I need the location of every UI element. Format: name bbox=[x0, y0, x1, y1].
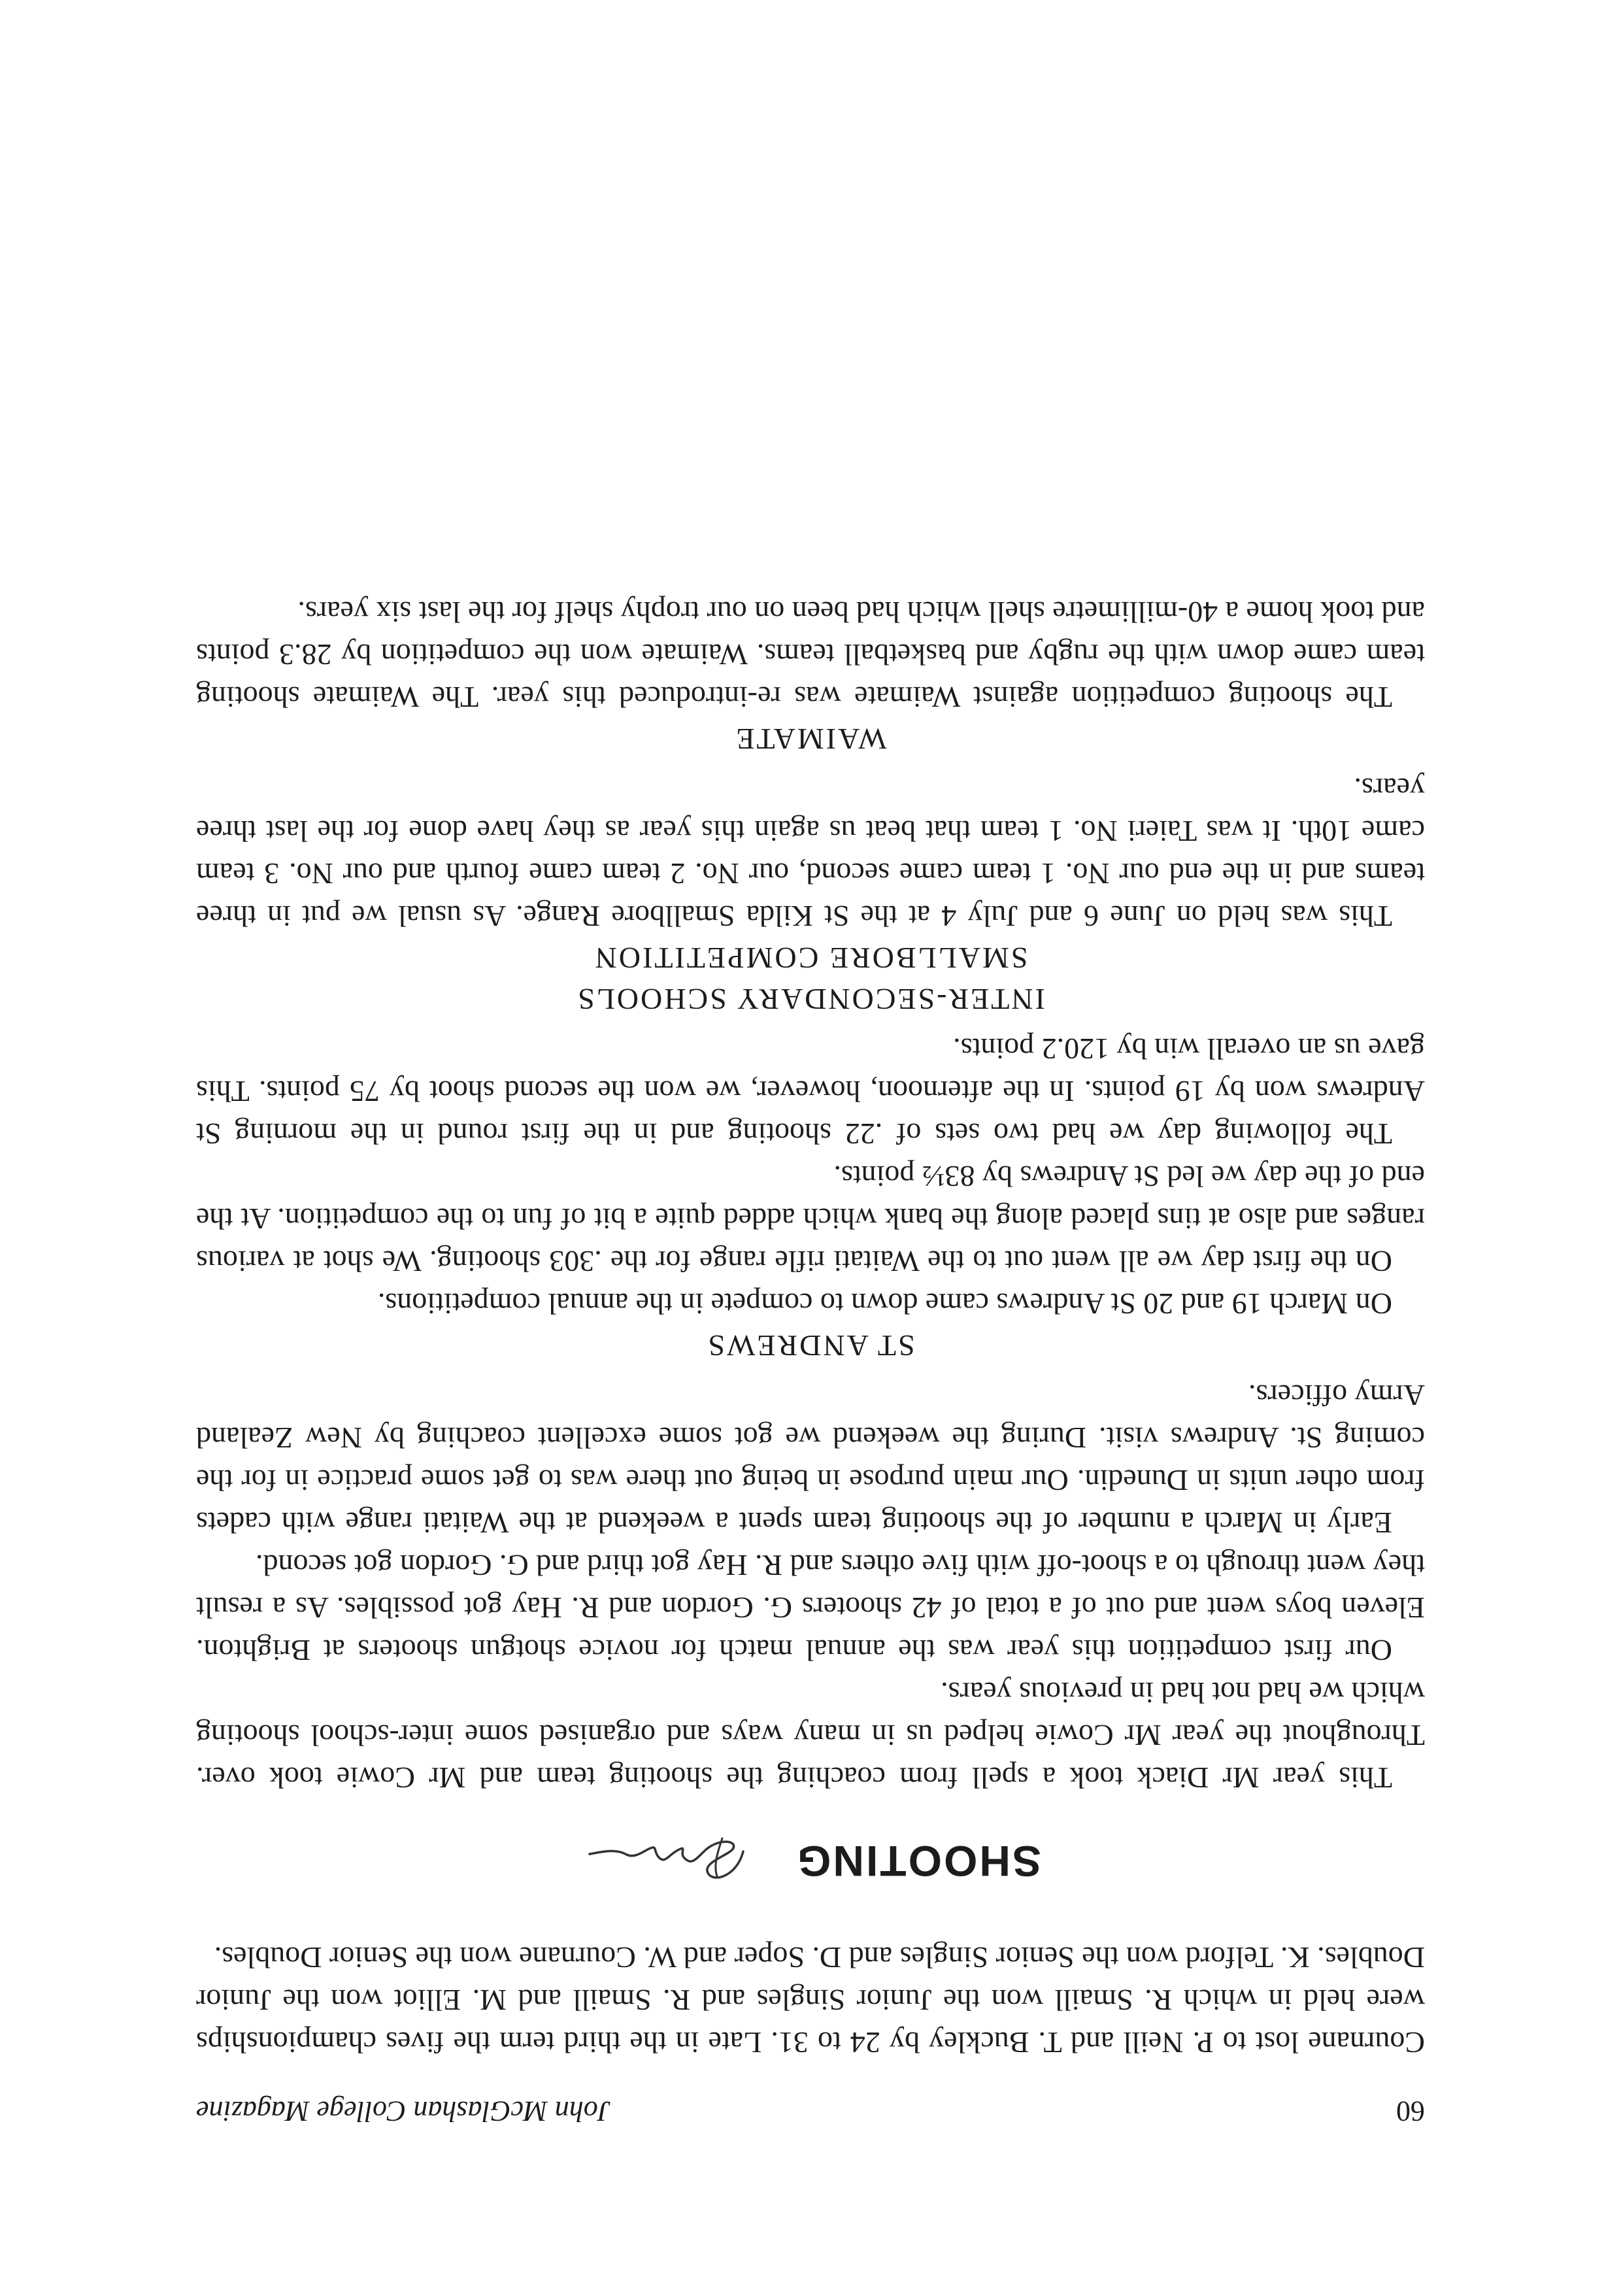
st-andrews-paragraph: On the first day we all went out to the Waitati rifle range for the .303 shooting. We shot at various ranges and also at tins placed along the bank which added quite a bit of fun to the competition. At the end of the day we led St Andrews by 83½ points. bbox=[196, 1160, 1425, 1278]
waimate-paragraph: The shooting competition against Waimate was re-introduced this year. The Waimate shooting team came down with the rugby and basketball teams. Waimate won the competition by 28.3 points and took home a 40-millimetre shell which had been on our trophy shelf for the last six years. bbox=[196, 596, 1425, 714]
shooting-paragraph: This year Mr Diack took a spell from coaching the shooting team and Mr Cowie took over. Throughout the year Mr Cowie helped us in many ways and organised some inter-school shooting which we had not had in previous years. bbox=[196, 1676, 1425, 1795]
shooting-heading-row bbox=[196, 1832, 1425, 1891]
opening-paragraph: Cournane lost to P. Neill and T. Buckley by 24 to 31. Late in the third term the fives championships were held in which R. Smaill won the Junior Singles and R. Smaill and M. Elliot won the Junior Doubles. K. Telford won the Senior Singles and D. Soper and W. Cournane won the Senior Doubles. bbox=[196, 1941, 1425, 2059]
shooting-title: SHOOTING bbox=[795, 1837, 1042, 1885]
page-content bbox=[196, 591, 1425, 2133]
magazine-title: John McGlashan College Magazine bbox=[196, 2095, 611, 2127]
shooting-paragraph: Early in March a number of the shooting team spent a weekend at the Waitati range with cadets from other units in Dunedin. Our main purpose in being out there was to get some practice in for the coming St. Andrews visit. During the weekend we got some excellent coaching by New Zealand Army officers. bbox=[196, 1379, 1425, 1540]
inter-secondary-heading-line2: SMALLBORE COMPETITION bbox=[593, 941, 1028, 975]
handwritten-signature bbox=[580, 1832, 756, 1891]
st-andrews-paragraph: On March 19 and 20 St Andrews came down to compete in the annual competitions. bbox=[377, 1287, 1392, 1321]
st-andrews-heading: ST ANDREWS bbox=[706, 1329, 915, 1362]
running-head bbox=[196, 2090, 1425, 2133]
shooting-paragraph: Our first competition this year was the annual match for novice shotgun shooters at Brighton. Eleven boys went and out of a total of 42 shooters G. Gordon and R. Hay got possibles. As a result they went through to a shoot-off with five others and R. Hay got third and G. Gordon got second. bbox=[196, 1549, 1425, 1667]
waimate-heading: WAIMATE bbox=[734, 722, 887, 756]
st-andrews-paragraph: The following day we had two sets of .22 shooting and in the first round in the morning St Andrews won by 19 points. In the afternoon, however, we won the second shoot by 75 points. This gave us an overall win by 120.2 points. bbox=[196, 1032, 1425, 1151]
inter-secondary-heading-line1: INTER-SECONDARY SCHOOLS bbox=[576, 983, 1045, 1016]
inter-secondary-heading bbox=[196, 937, 1425, 1020]
page-number: 60 bbox=[1396, 2095, 1425, 2127]
inter-secondary-paragraph: This was held on June 6 and July 4 at the St Kilda Smallbore Range. As usual we put in three teams and in the end our No. 1 team came second, our No. 2 team came fourth and our No. 3 team came 10th. It was Taieri No. 1 team that beat us again this year as they have done for the last three years. bbox=[196, 772, 1425, 933]
